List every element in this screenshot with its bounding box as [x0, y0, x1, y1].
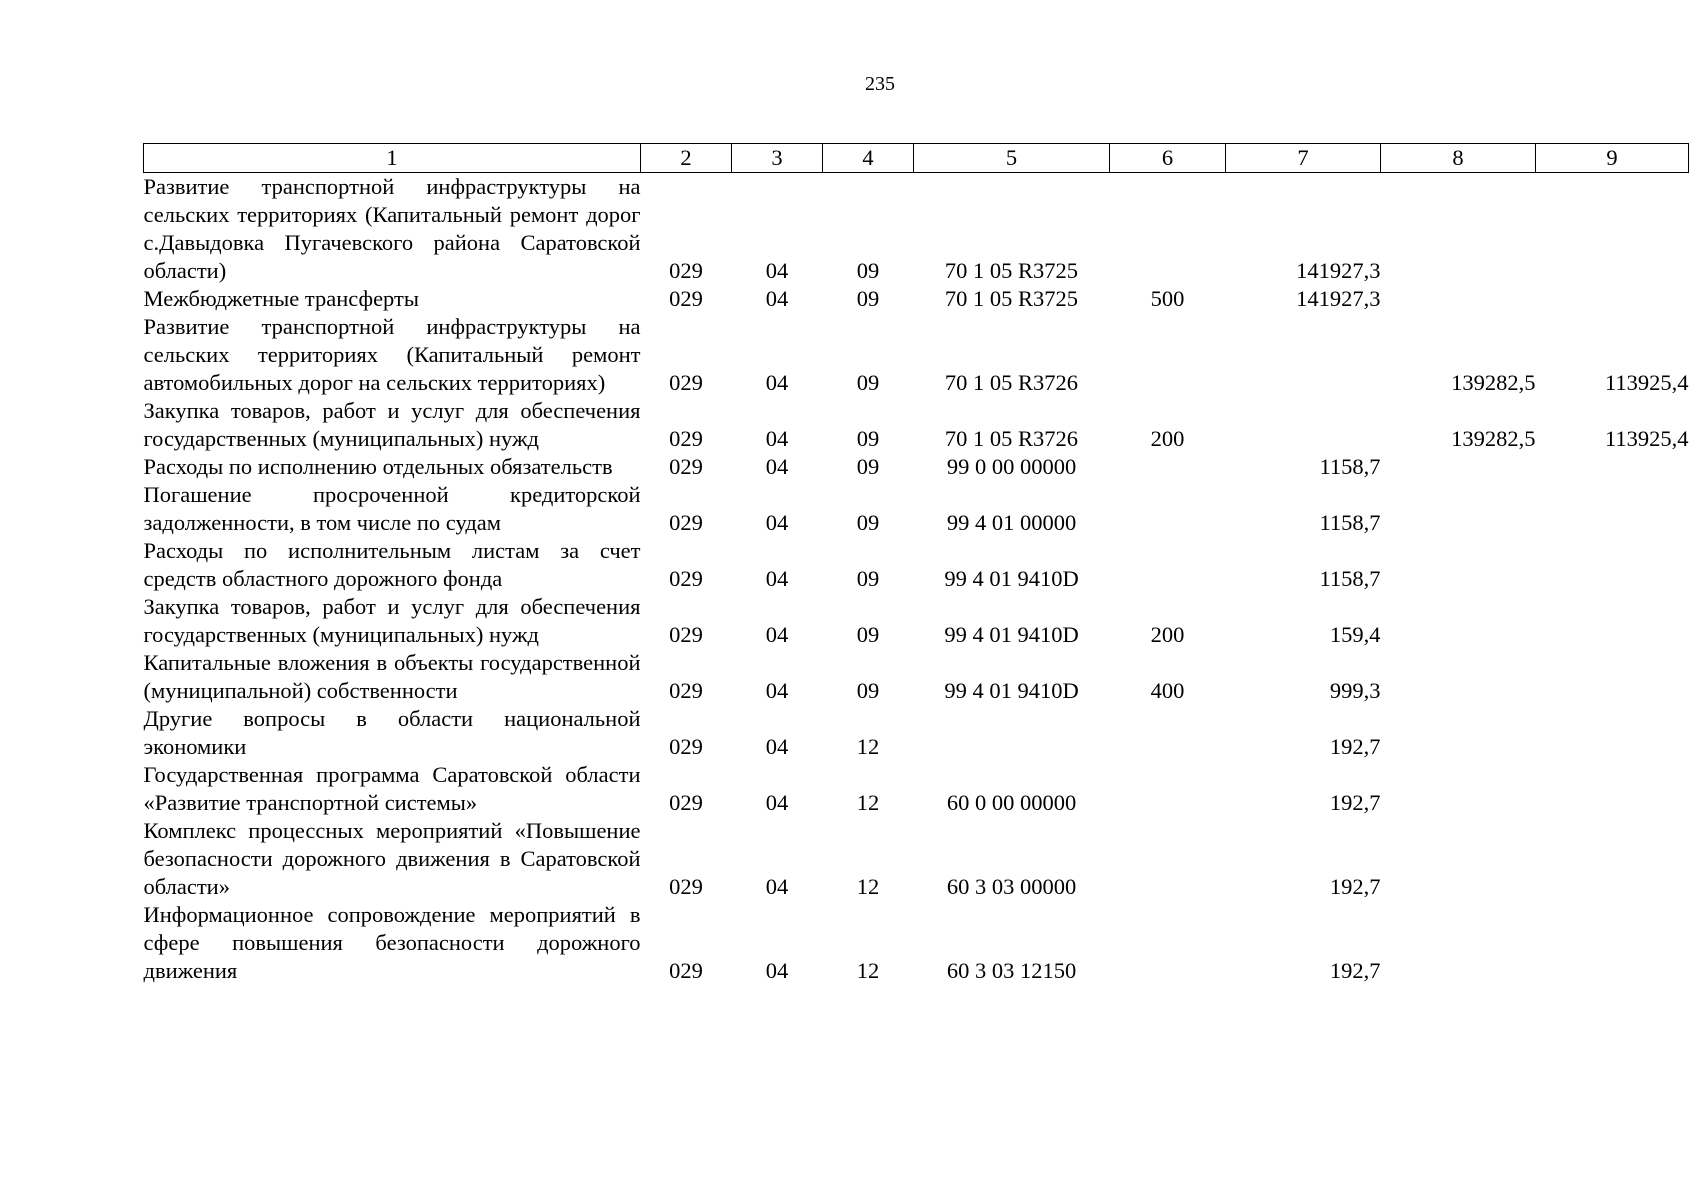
- row-description: Погашение просроченной кредиторской задолженности, в том числе по судам: [143, 482, 641, 535]
- cell-amount-8: [1381, 285, 1536, 313]
- cell-amount-7: 1158,7: [1319, 510, 1381, 535]
- cell-amount-8: [1381, 453, 1536, 481]
- cell-target-article: 60 3 03 00000: [946, 874, 1077, 899]
- table-body: [144, 173, 1689, 986]
- cell-amount-9: 113925,4: [1604, 426, 1689, 451]
- cell-amount-7: 1158,7: [1319, 566, 1381, 591]
- cell-amount-9: [1536, 453, 1689, 481]
- cell-subsection: 12: [856, 790, 880, 815]
- cell-subsection: 09: [856, 622, 880, 647]
- cell-amount-9: 113925,4: [1604, 370, 1689, 395]
- cell-subsection: 09: [856, 454, 880, 479]
- cell-subsection: 12: [856, 734, 880, 759]
- cell-amount-9: [1536, 537, 1689, 593]
- cell-amount-7: [1226, 397, 1381, 453]
- cell-expense-type: [1110, 817, 1226, 901]
- cell-ministry-code: 029: [669, 426, 703, 451]
- cell-ministry-code: 029: [669, 370, 703, 395]
- cell-amount-9: [1536, 649, 1689, 705]
- table-row: [144, 453, 1689, 481]
- cell-section: 04: [765, 510, 789, 535]
- row-description: Комплекс процессных мероприятий «Повышение безопасности дорожного движения в Саратовской области»: [143, 818, 641, 899]
- col-header-8: 8: [1381, 144, 1536, 173]
- cell-amount-9: [1536, 817, 1689, 901]
- cell-amount-8: 139282,5: [1451, 370, 1536, 395]
- row-description: Расходы по исполнительным листам за счет средств областного дорожного фонда: [143, 538, 641, 591]
- row-description: Развитие транспортной инфраструктуры на сельских территориях (Капитальный ремонт автомобильных дорог на сельских территориях): [143, 314, 641, 395]
- table-row: [144, 481, 1689, 537]
- cell-section: 04: [765, 454, 789, 479]
- cell-expense-type: [1110, 173, 1226, 286]
- cell-amount-8: [1381, 817, 1536, 901]
- budget-table: [143, 143, 1689, 985]
- cell-subsection: 09: [856, 678, 880, 703]
- cell-target-article: [914, 705, 1110, 761]
- cell-amount-8: [1381, 705, 1536, 761]
- cell-ministry-code: 029: [669, 874, 703, 899]
- cell-expense-type: [1110, 705, 1226, 761]
- cell-expense-type: 200: [1150, 622, 1185, 647]
- cell-amount-8: [1381, 481, 1536, 537]
- row-description: Другие вопросы в области национальной экономики: [143, 706, 641, 759]
- cell-section: 04: [765, 678, 789, 703]
- cell-amount-8: [1381, 761, 1536, 817]
- row-description: Расходы по исполнению отдельных обязательств: [143, 454, 613, 479]
- cell-amount-7: 141927,3: [1296, 286, 1381, 311]
- cell-expense-type: [1110, 901, 1226, 985]
- table-row: [144, 649, 1689, 705]
- cell-subsection: 09: [856, 426, 880, 451]
- row-description: Государственная программа Саратовской области «Развитие транспортной системы»: [143, 762, 641, 815]
- cell-amount-7: 141927,3: [1296, 258, 1381, 283]
- cell-section: 04: [765, 734, 789, 759]
- cell-amount-7: [1226, 313, 1381, 397]
- table-row: [144, 593, 1689, 649]
- cell-expense-type: 500: [1150, 286, 1185, 311]
- cell-section: 04: [765, 958, 789, 983]
- cell-subsection: 09: [856, 510, 880, 535]
- cell-subsection: 09: [856, 286, 880, 311]
- cell-section: 04: [765, 874, 789, 899]
- cell-ministry-code: 029: [669, 286, 703, 311]
- cell-expense-type: [1110, 761, 1226, 817]
- cell-ministry-code: 029: [669, 566, 703, 591]
- cell-expense-type: [1110, 481, 1226, 537]
- table-row: [144, 817, 1689, 901]
- cell-section: 04: [765, 426, 789, 451]
- page-number: 235: [865, 73, 895, 95]
- cell-subsection: 09: [856, 370, 880, 395]
- cell-section: 04: [765, 790, 789, 815]
- cell-amount-9: [1536, 761, 1689, 817]
- cell-expense-type: 200: [1150, 426, 1185, 451]
- cell-subsection: 12: [856, 958, 880, 983]
- table-row: [144, 901, 1689, 985]
- col-header-1: 1: [144, 144, 641, 173]
- cell-ministry-code: 029: [669, 734, 703, 759]
- cell-expense-type: [1110, 537, 1226, 593]
- cell-expense-type: [1110, 313, 1226, 397]
- cell-target-article: 99 4 01 9410D: [944, 566, 1079, 591]
- cell-section: 04: [765, 286, 789, 311]
- cell-amount-7: 192,7: [1329, 734, 1381, 759]
- cell-amount-9: [1536, 173, 1689, 286]
- cell-expense-type: [1110, 453, 1226, 481]
- col-header-3: 3: [732, 144, 823, 173]
- cell-subsection: 12: [856, 874, 880, 899]
- cell-amount-7: 192,7: [1329, 874, 1381, 899]
- cell-amount-9: [1536, 481, 1689, 537]
- cell-expense-type: 400: [1150, 678, 1185, 703]
- row-description: Информационное сопровождение мероприятий в сфере повышения безопасности дорожного движения: [143, 902, 641, 983]
- cell-section: 04: [765, 370, 789, 395]
- cell-amount-8: [1381, 901, 1536, 985]
- cell-amount-8: 139282,5: [1451, 426, 1536, 451]
- row-description: Закупка товаров, работ и услуг для обеспечения государственных (муниципальных) нужд: [143, 594, 641, 647]
- table-row: [144, 705, 1689, 761]
- cell-section: 04: [765, 566, 789, 591]
- cell-target-article: 99 4 01 9410D: [944, 678, 1079, 703]
- cell-target-article: 60 0 00 00000: [946, 790, 1077, 815]
- row-description: Межбюджетные трансферты: [143, 286, 419, 311]
- table-row: [144, 173, 1689, 286]
- cell-target-article: 99 4 01 00000: [946, 510, 1077, 535]
- cell-amount-9: [1536, 901, 1689, 985]
- cell-amount-8: [1381, 649, 1536, 705]
- table-row: [144, 285, 1689, 313]
- col-header-6: 6: [1110, 144, 1226, 173]
- cell-amount-9: [1536, 593, 1689, 649]
- cell-target-article: 99 4 01 9410D: [944, 622, 1079, 647]
- header-row: [144, 144, 1689, 173]
- cell-amount-7: 159,4: [1329, 622, 1381, 647]
- cell-target-article: 70 1 05 R3725: [944, 286, 1079, 311]
- cell-ministry-code: 029: [669, 790, 703, 815]
- cell-subsection: 09: [856, 258, 880, 283]
- col-header-9: 9: [1536, 144, 1689, 173]
- cell-amount-7: 999,3: [1329, 678, 1381, 703]
- col-header-2: 2: [641, 144, 732, 173]
- cell-target-article: 70 1 05 R3725: [944, 258, 1079, 283]
- cell-amount-8: [1381, 173, 1536, 286]
- row-description: Развитие транспортной инфраструктуры на сельских территориях (Капитальный ремонт дорог с.Давыдовка Пугачевского района Саратовской области): [143, 174, 641, 283]
- cell-ministry-code: 029: [669, 258, 703, 283]
- cell-amount-9: [1536, 705, 1689, 761]
- cell-ministry-code: 029: [669, 958, 703, 983]
- cell-target-article: 99 0 00 00000: [946, 454, 1077, 479]
- table-row: [144, 313, 1689, 397]
- cell-section: 04: [765, 622, 789, 647]
- col-header-4: 4: [823, 144, 914, 173]
- table-row: [144, 537, 1689, 593]
- cell-section: 04: [765, 258, 789, 283]
- table-header: [144, 144, 1689, 173]
- cell-ministry-code: 029: [669, 678, 703, 703]
- cell-subsection: 09: [856, 566, 880, 591]
- table-row: [144, 761, 1689, 817]
- cell-target-article: 70 1 05 R3726: [944, 370, 1079, 395]
- cell-ministry-code: 029: [669, 622, 703, 647]
- cell-ministry-code: 029: [669, 510, 703, 535]
- col-header-7: 7: [1226, 144, 1381, 173]
- cell-amount-7: 1158,7: [1319, 454, 1381, 479]
- cell-amount-7: 192,7: [1329, 958, 1381, 983]
- table-row: [144, 397, 1689, 453]
- cell-amount-9: [1536, 285, 1689, 313]
- cell-target-article: 70 1 05 R3726: [944, 426, 1079, 451]
- cell-ministry-code: 029: [669, 454, 703, 479]
- cell-amount-7: 192,7: [1329, 790, 1381, 815]
- col-header-5: 5: [914, 144, 1110, 173]
- cell-target-article: 60 3 03 12150: [946, 958, 1077, 983]
- cell-amount-8: [1381, 593, 1536, 649]
- row-description: Закупка товаров, работ и услуг для обеспечения государственных (муниципальных) нужд: [143, 398, 641, 451]
- cell-amount-8: [1381, 537, 1536, 593]
- row-description: Капитальные вложения в объекты государственной (муниципальной) собственности: [143, 650, 641, 703]
